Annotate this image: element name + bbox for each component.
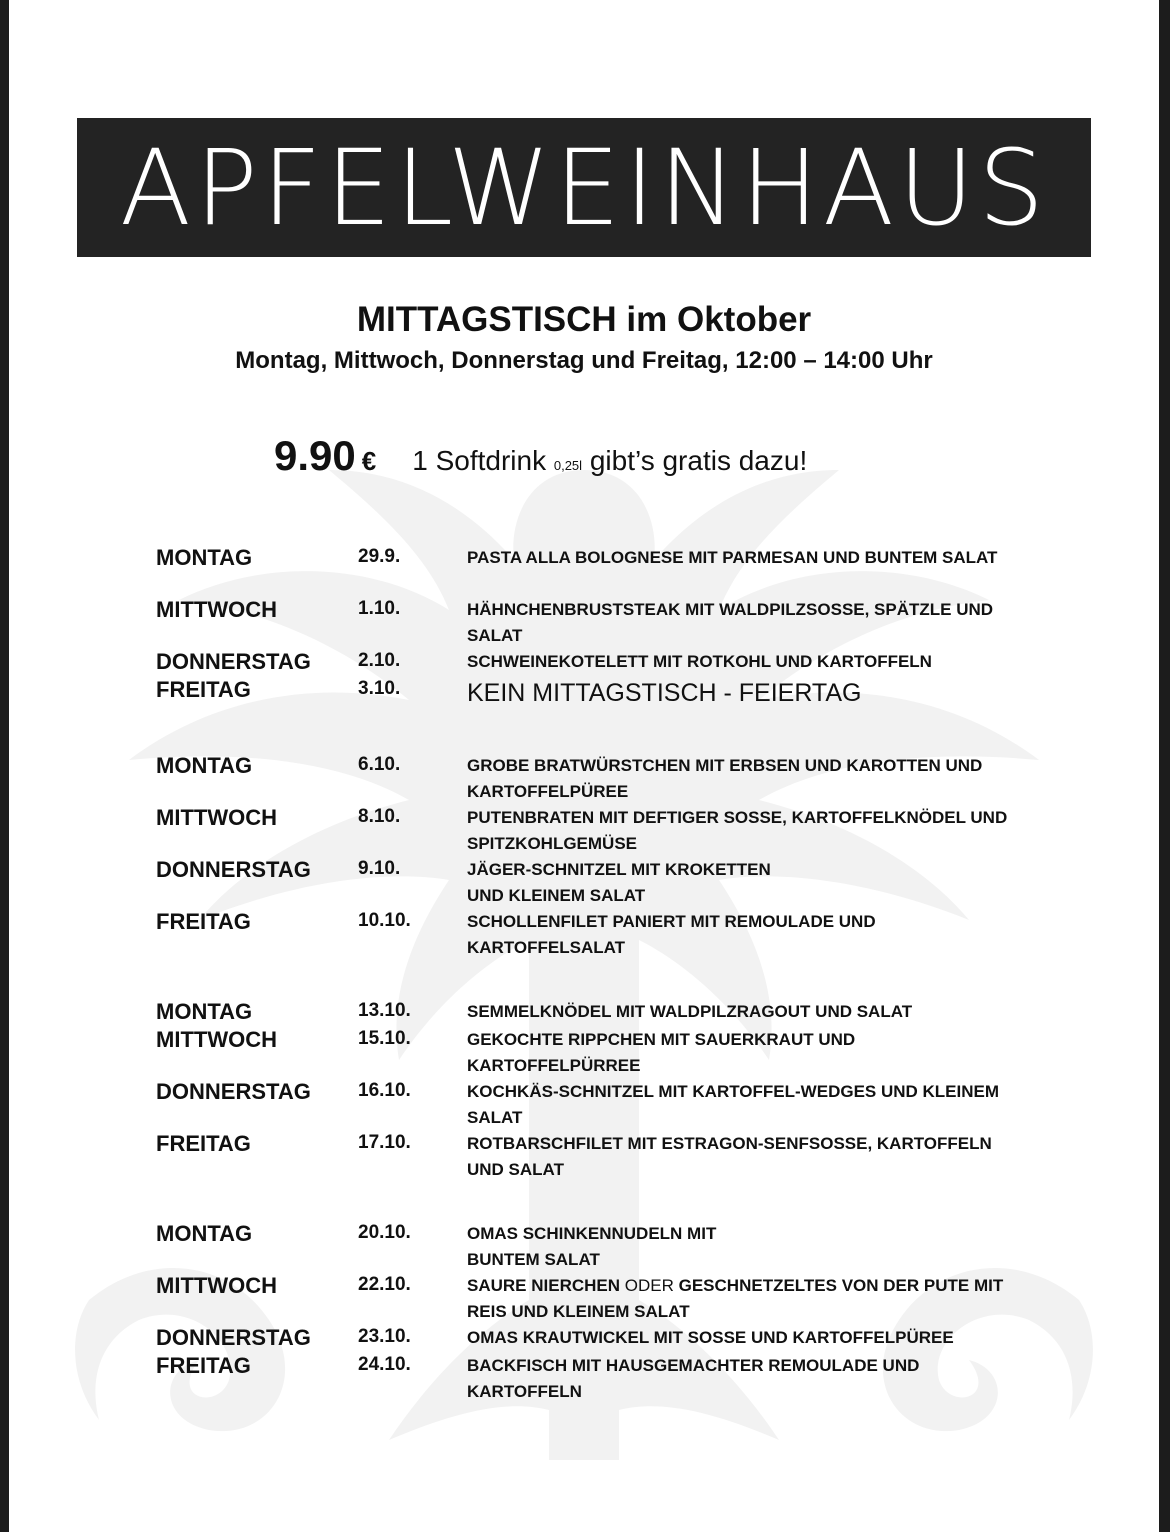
menu-date: 13.10. bbox=[358, 1000, 411, 1021]
page-title: MITTAGSTISCH im Oktober bbox=[356, 300, 812, 339]
menu-dish: OMAS SCHINKENNUDELN MIT BUNTEM SALAT bbox=[467, 1224, 717, 1269]
menu-dish bbox=[467, 1273, 1027, 1325]
menu-day: DONNERSTAG bbox=[156, 649, 311, 674]
dish-option-b: GESCHNETZELTES VON DER PUTE MIT REIS UND KLEINEM SALAT bbox=[467, 1276, 1004, 1321]
menu-date: 1.10. bbox=[358, 598, 401, 619]
price-value: 9.90 bbox=[274, 432, 356, 479]
menu-day: DONNERSTAG bbox=[156, 1079, 311, 1104]
menu-date: 6.10. bbox=[358, 754, 401, 775]
menu-day: MONTAG bbox=[156, 1221, 253, 1246]
menu-dish-holiday: KEIN MITTAGSTISCH - FEIERTAG bbox=[467, 679, 862, 707]
menu-date: 3.10. bbox=[358, 678, 401, 699]
menu-day: MITTWOCH bbox=[156, 597, 277, 622]
menu-day: MONTAG bbox=[156, 999, 253, 1024]
menu-dish: SCHWEINEKOTELETT MIT ROTKOHL UND KARTOFFELN bbox=[467, 652, 932, 671]
menu-date: 24.10. bbox=[358, 1354, 411, 1375]
offer-text-after: gibt’s gratis dazu! bbox=[589, 445, 808, 476]
menu-day: DONNERSTAG bbox=[156, 1325, 311, 1350]
menu-date: 22.10. bbox=[358, 1274, 411, 1295]
menu-date: 2.10. bbox=[358, 650, 401, 671]
menu-day: MONTAG bbox=[156, 753, 253, 778]
menu-date: 16.10. bbox=[358, 1080, 411, 1101]
softdrink-offer bbox=[412, 445, 807, 476]
menu-dish: SEMMELKNÖDEL MIT WALDPILZRAGOUT UND SALAT bbox=[467, 1002, 913, 1021]
menu-date: 20.10. bbox=[358, 1222, 411, 1243]
menu-dish: BACKFISCH MIT HAUSGEMACHTER REMOULADE UND KARTOFFELN bbox=[467, 1356, 920, 1401]
menu-day: MITTWOCH bbox=[156, 1027, 277, 1052]
menu-day: FREITAG bbox=[156, 1353, 251, 1378]
menu-dish: PUTENBRATEN MIT DEFTIGER SOSSE, KARTOFFELKNÖDEL UND SPITZKOHLGEMÜSE bbox=[467, 808, 1008, 853]
menu-day: FREITAG bbox=[156, 909, 251, 934]
menu-dish: OMAS KRAUTWICKEL MIT SOSSE UND KARTOFFELPÜREE bbox=[467, 1328, 954, 1347]
brand-logo-text: APFELWEINHAUS bbox=[119, 126, 1049, 249]
menu-dish: GROBE BRATWÜRSTCHEN MIT ERBSEN UND KAROTTEN UND KARTOFFELPÜREE bbox=[467, 756, 983, 801]
opening-hours: Montag, Mittwoch, Donnerstag und Freitag, 12:00 – 14:00 Uhr bbox=[235, 347, 933, 374]
menu-date: 17.10. bbox=[358, 1132, 411, 1153]
menu-day: MONTAG bbox=[156, 545, 253, 570]
offer-text-before: 1 Softdrink bbox=[412, 445, 547, 476]
menu-dish: GEKOCHTE RIPPCHEN MIT SAUERKRAUT UND KARTOFFELPÜRREE bbox=[467, 1030, 856, 1075]
menu-page bbox=[9, 0, 1159, 1532]
menu-dish: ROTBARSCHFILET MIT ESTRAGON-SENFSOSSE, KARTOFFELN UND SALAT bbox=[467, 1134, 992, 1179]
menu-day: MITTWOCH bbox=[156, 805, 277, 830]
menu-date: 10.10. bbox=[358, 910, 411, 931]
price-offer bbox=[274, 432, 974, 480]
menu-dish: PASTA ALLA BOLOGNESE MIT PARMESAN UND BUNTEM SALAT bbox=[467, 548, 998, 567]
menu-date: 9.10. bbox=[358, 858, 401, 879]
menu-date: 8.10. bbox=[358, 806, 401, 827]
dish-or: ODER bbox=[624, 1276, 674, 1295]
menu-dish: SCHOLLENFILET PANIERT MIT REMOULADE UND KARTOFFELSALAT bbox=[467, 912, 876, 957]
menu-day: FREITAG bbox=[156, 1131, 251, 1156]
menu-day: DONNERSTAG bbox=[156, 857, 311, 882]
menu-date: 15.10. bbox=[358, 1028, 411, 1049]
brand-banner bbox=[77, 118, 1091, 257]
menu-dish: KOCHKÄS-SCHNITZEL MIT KARTOFFEL-WEDGES UND KLEINEM SALAT bbox=[467, 1082, 1000, 1127]
offer-volume: 0,25l bbox=[553, 458, 583, 473]
menu-date: 29.9. bbox=[358, 546, 401, 567]
price-currency: € bbox=[361, 446, 377, 476]
menu-dish: HÄHNCHENBRUSTSTEAK MIT WALDPILZSOSSE, SPÄTZLE UND SALAT bbox=[467, 600, 994, 645]
menu-day: FREITAG bbox=[156, 677, 251, 702]
menu-day: MITTWOCH bbox=[156, 1273, 277, 1298]
dish-option-a: SAURE NIERCHEN bbox=[467, 1276, 621, 1295]
menu-dish: JÄGER-SCHNITZEL MIT KROKETTEN UND KLEINEM SALAT bbox=[467, 860, 771, 905]
menu-date: 23.10. bbox=[358, 1326, 411, 1347]
